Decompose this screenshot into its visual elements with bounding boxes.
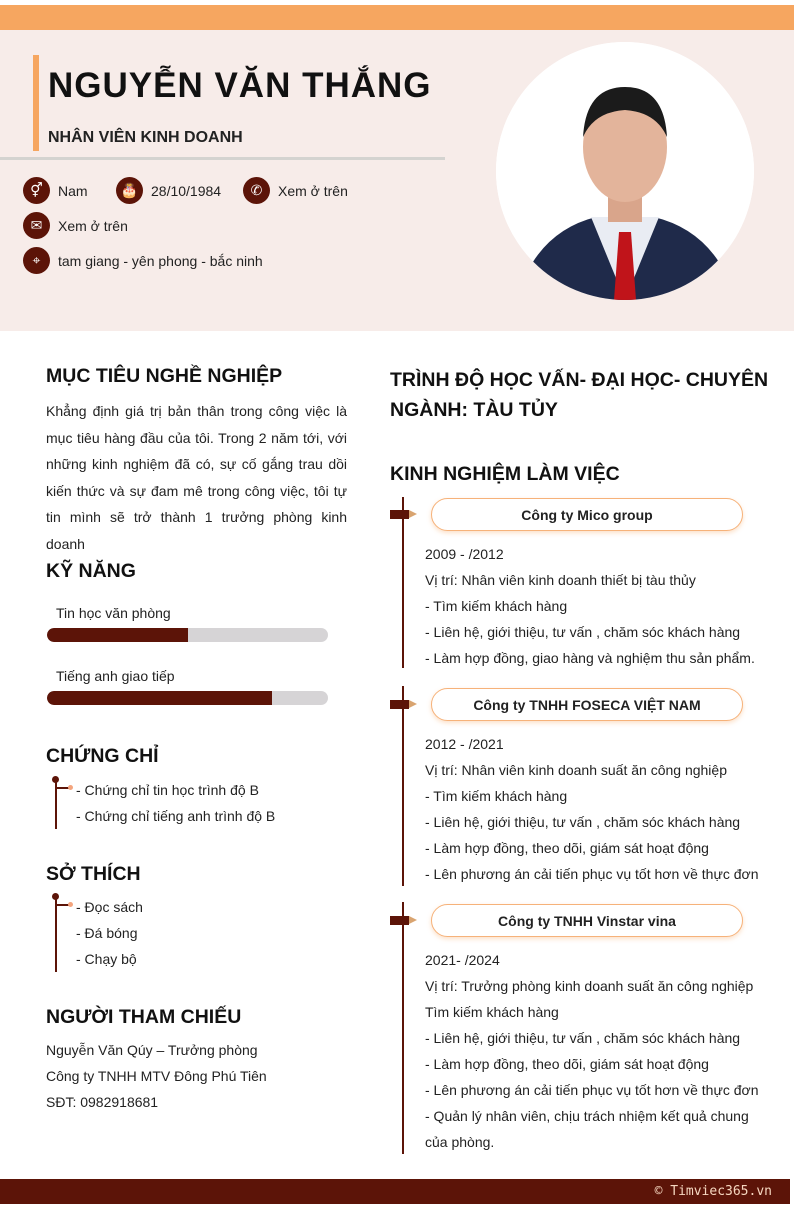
top-bar <box>0 5 794 30</box>
skill-label: Tin học văn phòng <box>56 605 171 621</box>
job-line: - Liên hệ, giới thiệu, tư vấn , chăm sóc khách hàng <box>425 624 741 640</box>
education-title: TRÌNH ĐỘ HỌC VẤN- ĐẠI HỌC- CHUYÊN NGÀNH: TÀU TỦY <box>390 369 769 421</box>
phone-text: Xem ở trên <box>278 182 348 199</box>
job-line: - Tìm kiếm khách hàng <box>425 598 568 614</box>
candidate-role: NHÂN VIÊN KINH DOANH <box>48 129 243 146</box>
skill-bar <box>47 691 328 705</box>
certs-title: CHỨNG CHỈ <box>46 745 159 767</box>
job-line: - Lên phương án cải tiến phục vụ tốt hơn về thực đơn <box>425 866 759 882</box>
job-line: - Quản lý nhân viên, chịu trách nhiệm kết quả chung của phòng. <box>425 1108 749 1150</box>
footer-credit: © Timviec365.vn <box>654 1184 772 1199</box>
skill-bar-fill <box>47 628 188 642</box>
timeline-marker <box>390 700 416 709</box>
reference-line: Công ty TNHH MTV Đông Phú Tiên <box>46 1068 267 1084</box>
experience-title: KINH NGHIỆM LÀM VIỆC <box>390 463 620 485</box>
map-pin-icon: ⌖ <box>23 247 50 274</box>
cert-item: - Chứng chỉ tiếng anh trình độ B <box>76 808 276 824</box>
job-line: - Lên phương án cải tiến phục vụ tốt hơn về thực đơn <box>425 1082 759 1098</box>
job-line: Vị trí: Trưởng phòng kinh doanh suất ăn công nghiệp <box>425 978 754 994</box>
skill-bar <box>47 628 328 642</box>
address-text: tam giang - yên phong - bắc ninh <box>58 252 263 269</box>
job-line: 2012 - /2021 <box>425 736 504 752</box>
skills-title: KỸ NĂNG <box>46 560 136 582</box>
timeline-line <box>402 686 404 886</box>
job-details <box>425 541 775 671</box>
email-info <box>23 212 128 239</box>
reference-line: SĐT: 0982918681 <box>46 1094 159 1110</box>
hobby-item: - Chạy bộ <box>76 951 137 967</box>
gender-text: Nam <box>58 182 88 199</box>
reference-line: Nguyễn Văn Qúy – Trưởng phòng <box>46 1042 258 1058</box>
company-pill: Công ty TNHH Vinstar vina <box>431 904 743 937</box>
avatar <box>496 42 754 300</box>
phone-icon: ✆ <box>243 177 270 204</box>
company-pill: Công ty Mico group <box>431 498 743 531</box>
job-line: 2021- /2024 <box>425 952 500 968</box>
timeline-line <box>402 497 404 668</box>
job-line: Vị trí: Nhân viên kinh doanh thiết bị tàu thủy <box>425 572 696 588</box>
skill-label: Tiếng anh giao tiếp <box>56 668 175 684</box>
hobby-item: - Đá bóng <box>76 925 138 941</box>
hobbies-list <box>76 894 143 972</box>
job-line: - Liên hệ, giới thiệu, tư vấn , chăm sóc khách hàng <box>425 1030 741 1046</box>
birthday-text: 28/10/1984 <box>151 182 222 199</box>
job-line: - Làm hợp đồng, theo dõi, giám sát hoạt động <box>425 840 709 856</box>
job-line: - Tìm kiếm khách hàng <box>425 788 568 804</box>
job-line: - Liên hệ, giới thiệu, tư vấn , chăm sóc khách hàng <box>425 814 741 830</box>
job-line: Tìm kiếm khách hàng <box>425 1004 559 1020</box>
skill-bar-fill <box>47 691 272 705</box>
hobby-item: - Đọc sách <box>76 899 143 915</box>
job-details <box>425 947 775 1155</box>
gender-info <box>23 177 88 204</box>
footer <box>0 1179 790 1204</box>
certs-list <box>76 777 275 829</box>
reference-info <box>46 1037 267 1115</box>
job-line: - Làm hợp đồng, theo dõi, giám sát hoạt động <box>425 1056 709 1072</box>
timeline-marker <box>390 510 416 519</box>
job-line: 2009 - /2012 <box>425 546 504 562</box>
birthday-info <box>116 177 221 204</box>
timeline-marker <box>390 916 416 925</box>
gender-icon: ⚥ <box>23 177 50 204</box>
email-text: Xem ở trên <box>58 217 128 234</box>
timeline-tick-dot <box>68 785 73 790</box>
job-line: - Làm hợp đồng, giao hàng và nghiệm thu sản phẩm. <box>425 650 755 666</box>
job-line: Vị trí: Nhân viên kinh doanh suất ăn công nghiệp <box>425 762 727 778</box>
divider <box>0 157 445 160</box>
company-pill: Công ty TNHH FOSECA VIỆT NAM <box>431 688 743 721</box>
cake-icon: 🎂 <box>116 177 143 204</box>
name-accent <box>33 55 39 151</box>
objective-title: MỤC TIÊU NGHỀ NGHIỆP <box>46 365 283 387</box>
phone-info <box>243 177 348 204</box>
timeline-line <box>55 896 57 972</box>
job-details <box>425 731 775 887</box>
timeline-tick-dot <box>68 902 73 907</box>
timeline-line <box>402 902 404 1154</box>
address-info <box>23 247 263 274</box>
objective-text: Khẳng định giá trị bản thân trong công việc là mục tiêu hàng đầu của tôi. Trong 2 năm tới, với những kinh nghiệm đã có, sự cố gắng trau dồi kiến thức và sự đam mê trong công việc, tôi tự tin mình sẽ trở thành 1 trưởng phòng kinh doanh <box>46 403 347 552</box>
cert-item: - Chứng chỉ tin học trình độ B <box>76 782 259 798</box>
candidate-name: NGUYỄN VĂN THẮNG <box>48 66 432 105</box>
envelope-icon: ✉ <box>23 212 50 239</box>
hobbies-title: SỞ THÍCH <box>46 863 141 885</box>
reference-title: NGƯỜI THAM CHIẾU <box>46 1006 242 1028</box>
